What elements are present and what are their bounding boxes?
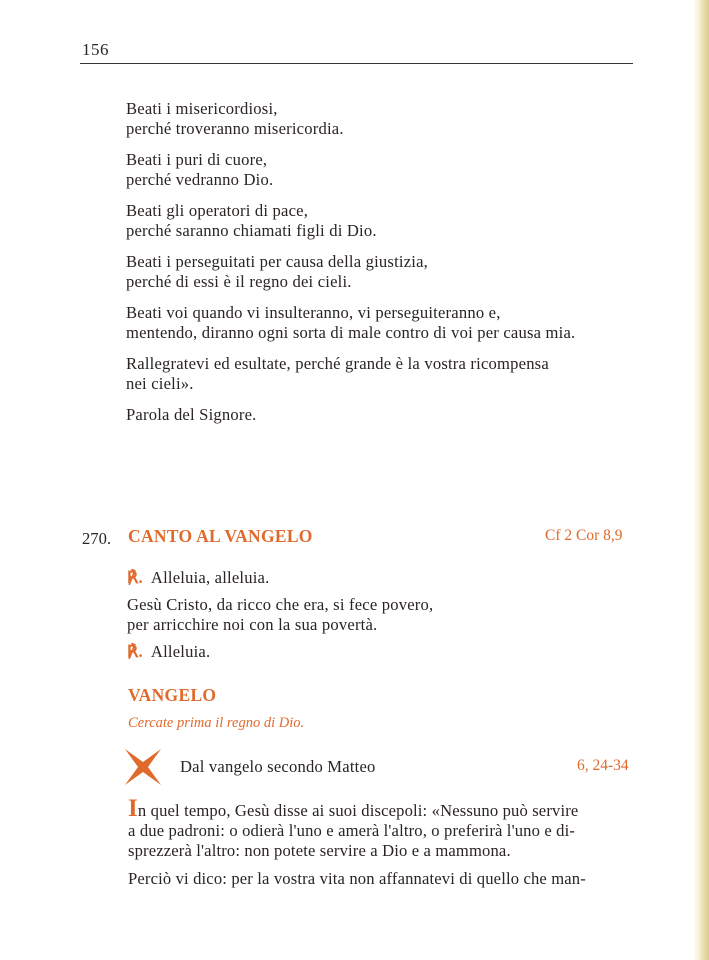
response-line xyxy=(127,642,647,662)
beatitudes-text xyxy=(126,99,646,425)
beatitude-stanza xyxy=(126,252,646,292)
stanza-line: perché vedranno Dio. xyxy=(126,170,274,189)
verse-line: per arricchire noi con la sua povertà. xyxy=(127,615,378,634)
response-symbol-icon: ℟. xyxy=(127,642,143,661)
section-number: 270. xyxy=(82,529,112,548)
maltese-cross-icon xyxy=(125,749,161,785)
header-rule xyxy=(80,63,633,64)
closing-acclamation: Parola del Signore. xyxy=(126,405,257,424)
beatitude-stanza xyxy=(126,303,646,343)
paragraph-line: sprezzerà l'altro: non potete servire a Dio e a mammona. xyxy=(128,841,511,860)
paragraph-line xyxy=(128,795,648,822)
drop-cap: I xyxy=(128,795,138,822)
stanza-line: mentendo, diranno ogni sorta di male contro di voi per causa mia. xyxy=(126,323,576,342)
stanza-line: Beati gli operatori di pace, xyxy=(126,201,309,220)
stanza-line: Beati i puri di cuore, xyxy=(126,150,268,169)
page-number: 156 xyxy=(82,40,109,59)
response-text: Alleluia. xyxy=(150,642,211,661)
beatitude-stanza xyxy=(126,150,646,190)
gospel-reference: 6, 24-34 xyxy=(577,757,629,774)
response-text: Alleluia, alleluia. xyxy=(150,568,270,587)
beatitude-stanza xyxy=(126,99,646,139)
vangelo-title: VANGELO xyxy=(128,685,217,705)
paragraph-line: Perciò vi dico: per la vostra vita non affannatevi di quello che man- xyxy=(128,869,586,888)
vangelo-subtitle: Cercate prima il regno di Dio. xyxy=(128,715,305,731)
paragraph-text: n quel tempo, Gesù disse ai suoi discepoli: «Nessuno può servire xyxy=(137,801,579,820)
beatitude-stanza xyxy=(126,201,646,241)
canto-block xyxy=(127,568,647,662)
response-line xyxy=(127,568,647,588)
beatitude-stanza xyxy=(126,354,646,394)
stanza-line: perché saranno chiamati figli di Dio. xyxy=(126,221,377,240)
verse-line: Gesù Cristo, da ricco che era, si fece povero, xyxy=(127,595,434,614)
section-reference: Cf 2 Cor 8,9 xyxy=(545,527,623,544)
stanza-line: perché troveranno misericordia. xyxy=(126,119,344,138)
stanza-line: Beati voi quando vi insulteranno, vi perseguiteranno e, xyxy=(126,303,501,322)
section-title: CANTO AL VANGELO xyxy=(128,526,313,546)
stanza-line: Rallegratevi ed esultate, perché grande è la vostra ricompensa xyxy=(126,354,549,373)
gospel-intro: Dal vangelo secondo Matteo xyxy=(180,757,376,776)
paragraph-line: a due padroni: o odierà l'uno e amerà l'altro, o preferirà l'uno e di- xyxy=(128,821,576,840)
stanza-line: perché di essi è il regno dei cieli. xyxy=(126,272,352,291)
gospel-text xyxy=(128,795,648,889)
response-symbol-icon: ℟. xyxy=(127,568,143,587)
stanza-line: Beati i misericordiosi, xyxy=(126,99,278,118)
stanza-line: Beati i perseguitati per causa della giustizia, xyxy=(126,252,428,271)
page-edge xyxy=(693,0,709,960)
stanza-line: nei cieli». xyxy=(126,374,194,393)
